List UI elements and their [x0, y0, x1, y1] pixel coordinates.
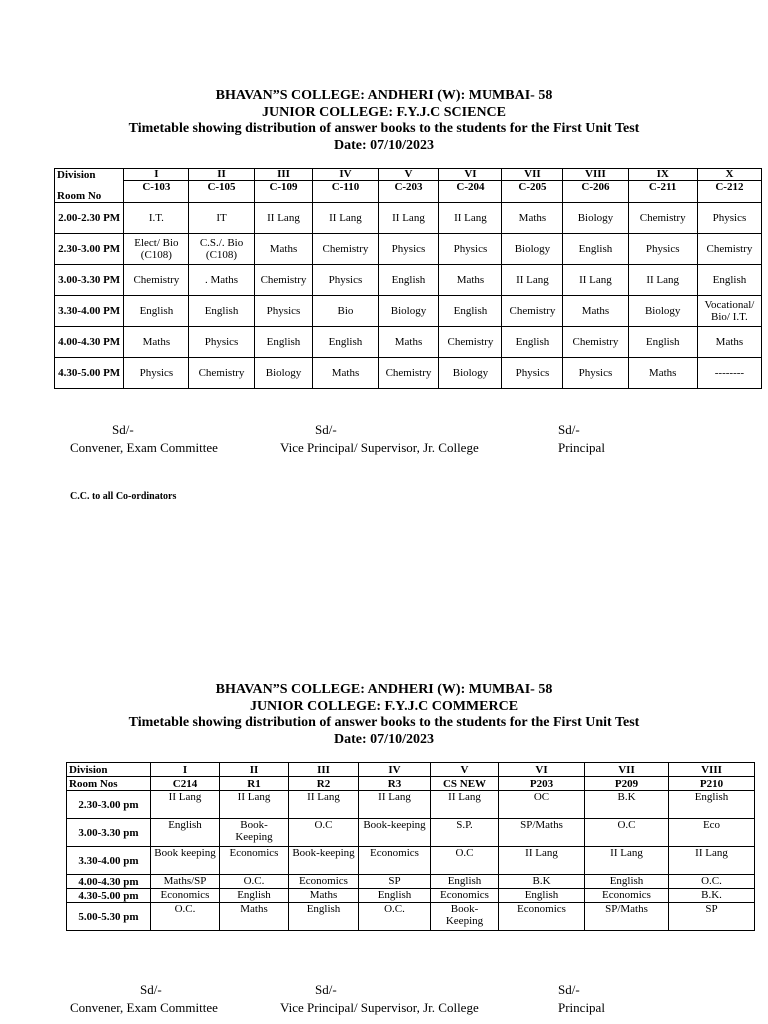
table-row: [55, 358, 762, 389]
room-header-cell: P203: [499, 777, 585, 791]
subject-cell: Chemistry: [254, 265, 313, 296]
subject-cell: Economics: [499, 903, 585, 931]
division-header-cell: VI: [499, 763, 585, 777]
division-number: X: [698, 169, 761, 181]
science-subtitle: JUNIOR COLLEGE: F.Y.J.C SCIENCE: [261, 104, 506, 120]
subject-cell: English: [289, 903, 359, 931]
subject-cell: Maths: [502, 203, 563, 234]
subject-cell: Chemistry: [563, 327, 628, 358]
subject-cell: Maths: [220, 903, 289, 931]
time-slot-cell: 2.30-3.00 pm: [67, 791, 151, 819]
subject-cell: O.C: [585, 819, 669, 847]
subject-cell: English: [499, 889, 585, 903]
subject-cell: II Lang: [151, 791, 220, 819]
signature-role: Convener, Exam Committee: [70, 440, 218, 455]
room-number: C-205: [518, 181, 547, 193]
subject-cell: English: [502, 327, 563, 358]
signature-sd: Sd/-: [112, 422, 134, 437]
subject-cell: Biology: [439, 358, 502, 389]
subject-cell: II Lang: [563, 265, 628, 296]
room-label-cell: Room Nos: [67, 777, 151, 791]
subject-cell: Maths: [563, 296, 628, 327]
subject-cell: Economics: [289, 875, 359, 889]
subject-cell: English: [585, 875, 669, 889]
signature-sd: Sd/-: [558, 982, 580, 997]
subject-cell: Economics: [431, 889, 499, 903]
division-number: III: [255, 169, 313, 181]
subject-cell: English: [151, 819, 220, 847]
subject-cell: English: [313, 327, 378, 358]
science-timetable: [54, 168, 762, 389]
subject-cell: Chemistry: [439, 327, 502, 358]
subject-cell: Physics: [439, 234, 502, 265]
division-number: VIII: [563, 169, 627, 181]
division-header-cell: VIII: [669, 763, 755, 777]
signature-sd: Sd/-: [140, 982, 162, 997]
subject-cell: II Lang: [502, 265, 563, 296]
room-number: C-211: [648, 181, 677, 193]
subject-cell: Physics: [189, 327, 254, 358]
table-header-row: [67, 763, 755, 777]
subject-cell: SP/Maths: [499, 819, 585, 847]
subject-cell: Biology: [563, 203, 628, 234]
subject-cell: English: [669, 791, 755, 819]
room-header-cell: CS NEW: [431, 777, 499, 791]
signature-role: Vice Principal/ Supervisor, Jr. College: [280, 1000, 479, 1015]
room-header-cell: P210: [669, 777, 755, 791]
division-header-cell: V: [431, 763, 499, 777]
subject-cell: Biology: [254, 358, 313, 389]
subject-cell: II Lang: [313, 203, 378, 234]
subject-cell: English: [431, 875, 499, 889]
time-slot-cell: 5.00-5.30 pm: [67, 903, 151, 931]
subject-cell: Physics: [313, 265, 378, 296]
subject-cell: Physics: [254, 296, 313, 327]
division-header-cell: [189, 169, 254, 203]
subject-cell: Eco: [669, 819, 755, 847]
table-row: [55, 327, 762, 358]
subject-cell: Physics: [502, 358, 563, 389]
subject-cell: II Lang: [254, 203, 313, 234]
subject-cell: Biology: [502, 234, 563, 265]
division-header-cell: [628, 169, 697, 203]
subject-cell: English: [359, 889, 431, 903]
subject-cell: Biology: [628, 296, 697, 327]
division-header-cell: III: [289, 763, 359, 777]
subject-cell: Maths: [378, 327, 439, 358]
subject-cell: II Lang: [359, 791, 431, 819]
subject-cell: SP/Maths: [585, 903, 669, 931]
subject-cell: Maths: [628, 358, 697, 389]
science-signature-convener: [70, 421, 218, 457]
table-row: [67, 847, 755, 875]
table-row: [55, 203, 762, 234]
subject-cell: O.C.: [220, 875, 289, 889]
division-header-cell: [254, 169, 313, 203]
subject-cell: Biology: [378, 296, 439, 327]
subject-cell: Chemistry: [124, 265, 189, 296]
division-number: IX: [629, 169, 697, 181]
room-header-cell: C214: [151, 777, 220, 791]
commerce-heading: [0, 682, 768, 748]
subject-cell: Maths: [439, 265, 502, 296]
subject-cell: IT: [189, 203, 254, 234]
science-title: BHAVAN”S COLLEGE: ANDHERI (W): MUMBAI- 58: [215, 88, 553, 103]
subject-cell: English: [439, 296, 502, 327]
subject-cell: II Lang: [220, 791, 289, 819]
subject-cell: SP: [669, 903, 755, 931]
subject-cell: O.C: [289, 819, 359, 847]
subject-cell: II Lang: [585, 847, 669, 875]
time-slot-cell: 4.30-5.00 pm: [67, 889, 151, 903]
corner-header-cell: [55, 169, 124, 203]
table-row: [55, 234, 762, 265]
signature-sd: Sd/-: [558, 422, 580, 437]
commerce-description: Timetable showing distribution of answer books to the students for the First Unit Test: [128, 715, 640, 730]
subject-cell: Book-Keeping: [431, 903, 499, 931]
subject-cell: Chemistry: [628, 203, 697, 234]
subject-cell: . Maths: [189, 265, 254, 296]
commerce-date: Date: 07/10/2023: [334, 731, 434, 747]
subject-cell: S.P.: [431, 819, 499, 847]
subject-cell: II Lang: [378, 203, 439, 234]
subject-cell: Maths: [313, 358, 378, 389]
room-number: C-105: [207, 181, 236, 193]
table-header-row: [67, 777, 755, 791]
subject-cell: English: [697, 265, 761, 296]
subject-cell: Maths: [289, 889, 359, 903]
table-row: [67, 889, 755, 903]
division-number: IV: [313, 169, 377, 181]
room-header-cell: R2: [289, 777, 359, 791]
signature-sd: Sd/-: [315, 422, 337, 437]
division-header-cell: [563, 169, 628, 203]
time-slot-cell: 3.30-4.00 pm: [67, 847, 151, 875]
subject-cell: --------: [697, 358, 761, 389]
subject-cell: English: [254, 327, 313, 358]
subject-cell: English: [628, 327, 697, 358]
subject-cell: Physics: [378, 234, 439, 265]
subject-cell: Chemistry: [697, 234, 761, 265]
subject-cell: II Lang: [669, 847, 755, 875]
room-number: C-109: [269, 181, 298, 193]
science-description: Timetable showing distribution of answer books to the students for the First Unit Test: [128, 121, 640, 136]
subject-cell: Book keeping: [151, 847, 220, 875]
commerce-signature-vice-principal: [280, 981, 479, 1017]
signature-role: Principal: [558, 440, 605, 455]
table-row: [67, 875, 755, 889]
subject-cell: Physics: [124, 358, 189, 389]
subject-cell: Book-keeping: [289, 847, 359, 875]
subject-cell: Maths: [124, 327, 189, 358]
subject-cell: Chemistry: [378, 358, 439, 389]
subject-cell: English: [563, 234, 628, 265]
room-number: C-103: [142, 181, 171, 193]
subject-cell: Chemistry: [313, 234, 378, 265]
commerce-signature-convener: [70, 981, 218, 1017]
time-slot-cell: 4.30-5.00 PM: [55, 358, 124, 389]
signature-role: Vice Principal/ Supervisor, Jr. College: [280, 440, 479, 455]
subject-cell: I.T.: [124, 203, 189, 234]
division-header-cell: VII: [585, 763, 669, 777]
signature-sd: Sd/-: [315, 982, 337, 997]
division-header-cell: [502, 169, 563, 203]
time-slot-cell: 4.00-4.30 PM: [55, 327, 124, 358]
division-label: Division: [57, 169, 96, 181]
subject-cell: Chemistry: [502, 296, 563, 327]
division-header-cell: [313, 169, 378, 203]
subject-cell: II Lang: [499, 847, 585, 875]
subject-cell: O.C: [431, 847, 499, 875]
division-header-cell: II: [220, 763, 289, 777]
subject-cell: O.C.: [669, 875, 755, 889]
commerce-signature-principal: [558, 981, 605, 1017]
time-slot-cell: 2.30-3.00 PM: [55, 234, 124, 265]
subject-cell: Maths: [697, 327, 761, 358]
cc-note: C.C. to all Co-ordinators: [70, 491, 177, 502]
subject-cell: II Lang: [289, 791, 359, 819]
subject-cell: Physics: [628, 234, 697, 265]
division-header-cell: [697, 169, 761, 203]
room-label: Room No: [57, 190, 102, 202]
subject-cell: O.C.: [151, 903, 220, 931]
subject-cell: Book-keeping: [359, 819, 431, 847]
science-signature-vice-principal: [280, 421, 479, 457]
subject-cell: O.C.: [359, 903, 431, 931]
division-number: VI: [439, 169, 501, 181]
room-header-cell: R3: [359, 777, 431, 791]
table-row: [55, 265, 762, 296]
subject-cell: Economics: [151, 889, 220, 903]
commerce-subtitle: JUNIOR COLLEGE: F.Y.J.C COMMERCE: [249, 698, 519, 714]
subject-cell: Economics: [585, 889, 669, 903]
subject-cell: Book-Keeping: [220, 819, 289, 847]
subject-cell: Economics: [220, 847, 289, 875]
subject-cell: Maths/SP: [151, 875, 220, 889]
table-row: [67, 791, 755, 819]
subject-cell: B.K: [585, 791, 669, 819]
room-number: C-212: [715, 181, 744, 193]
subject-cell: Chemistry: [189, 358, 254, 389]
subject-cell: Maths: [254, 234, 313, 265]
table-row: [55, 296, 762, 327]
division-header-cell: I: [151, 763, 220, 777]
division-header-cell: [124, 169, 189, 203]
table-header-row: [55, 169, 762, 203]
signature-role: Principal: [558, 1000, 605, 1015]
science-signature-principal: [558, 421, 605, 457]
subject-cell: Bio: [313, 296, 378, 327]
subject-cell: Economics: [359, 847, 431, 875]
room-number: C-110: [331, 181, 360, 193]
commerce-timetable: [66, 762, 755, 931]
subject-cell: Elect/ Bio (C108): [124, 234, 189, 265]
science-date: Date: 07/10/2023: [334, 137, 434, 153]
subject-cell: English: [378, 265, 439, 296]
division-number: I: [124, 169, 188, 181]
time-slot-cell: 2.00-2.30 PM: [55, 203, 124, 234]
room-header-cell: P209: [585, 777, 669, 791]
subject-cell: II Lang: [439, 203, 502, 234]
table-row: [67, 903, 755, 931]
room-number: C-204: [456, 181, 485, 193]
subject-cell: Vocational/ Bio/ I.T.: [697, 296, 761, 327]
science-heading: [0, 88, 768, 154]
subject-cell: Physics: [563, 358, 628, 389]
commerce-title: BHAVAN”S COLLEGE: ANDHERI (W): MUMBAI- 58: [215, 682, 553, 697]
division-number: V: [379, 169, 439, 181]
division-label-cell: Division: [67, 763, 151, 777]
division-number: II: [189, 169, 253, 181]
table-row: [67, 819, 755, 847]
signature-role: Convener, Exam Committee: [70, 1000, 218, 1015]
division-header-cell: [439, 169, 502, 203]
subject-cell: Physics: [697, 203, 761, 234]
room-number: C-203: [394, 181, 423, 193]
subject-cell: English: [124, 296, 189, 327]
subject-cell: English: [220, 889, 289, 903]
subject-cell: English: [189, 296, 254, 327]
time-slot-cell: 3.30-4.00 PM: [55, 296, 124, 327]
time-slot-cell: 3.00-3.30 PM: [55, 265, 124, 296]
subject-cell: II Lang: [628, 265, 697, 296]
subject-cell: B.K.: [669, 889, 755, 903]
time-slot-cell: 4.00-4.30 pm: [67, 875, 151, 889]
division-header-cell: IV: [359, 763, 431, 777]
division-number: VII: [502, 169, 562, 181]
subject-cell: OC: [499, 791, 585, 819]
subject-cell: SP: [359, 875, 431, 889]
time-slot-cell: 3.00-3.30 pm: [67, 819, 151, 847]
subject-cell: II Lang: [431, 791, 499, 819]
subject-cell: C.S./. Bio (C108): [189, 234, 254, 265]
division-header-cell: [378, 169, 439, 203]
room-number: C-206: [581, 181, 610, 193]
room-header-cell: R1: [220, 777, 289, 791]
subject-cell: B.K: [499, 875, 585, 889]
